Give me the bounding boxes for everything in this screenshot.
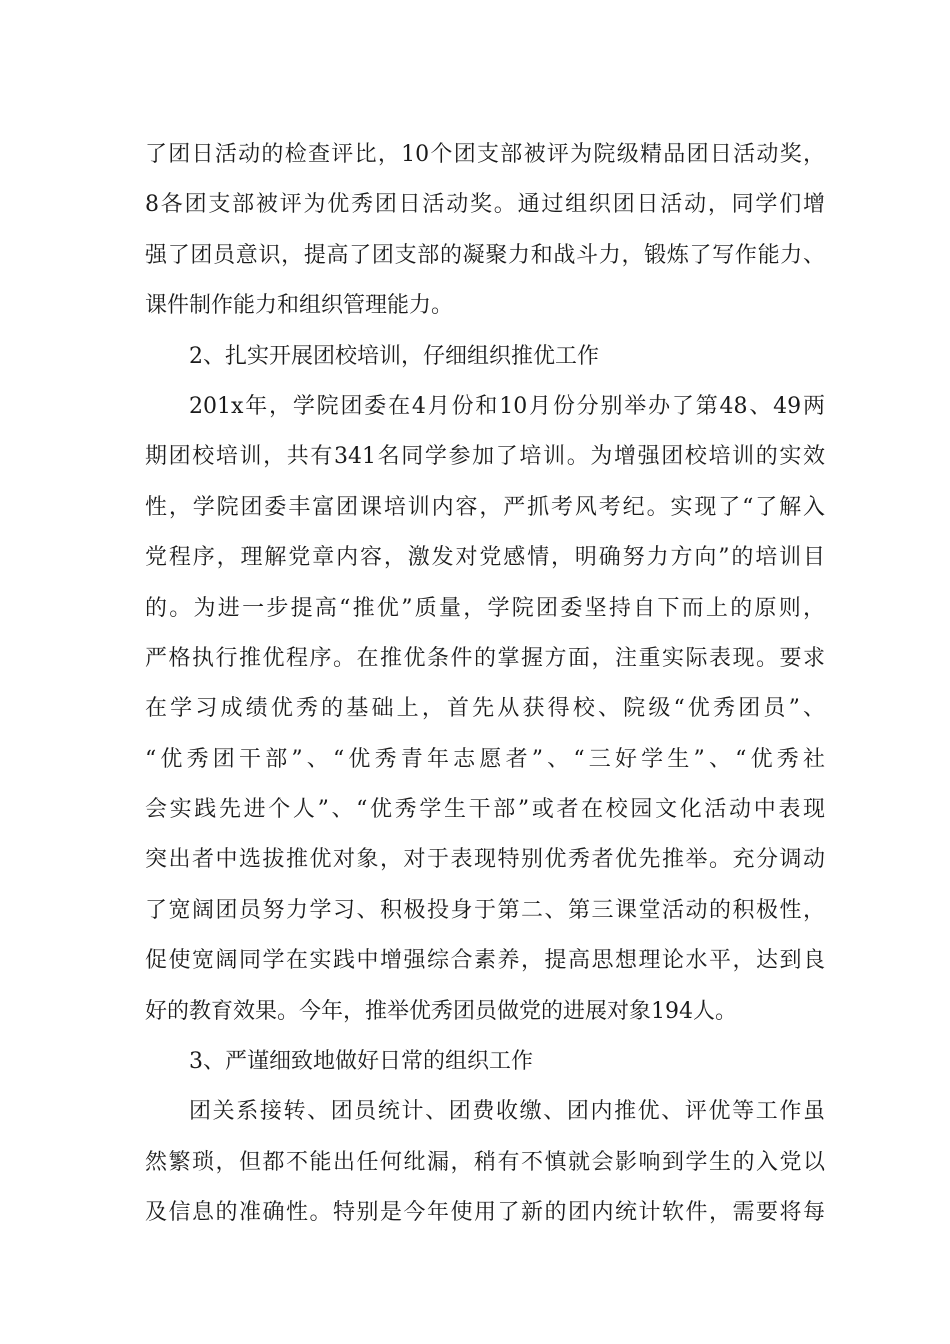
text-line: 党程序，理解党章内容，激发对党感情，明确努力方向”的培训目 — [145, 545, 825, 571]
text-line: 的。为进一步提高“推优”质量，学院团委坚持自下而上的原则， — [145, 595, 825, 621]
text-line: 8各团支部被评为优秀团日活动奖。通过组织团日活动，同学们增 — [145, 192, 825, 218]
text-line: 然繁琐，但都不能出任何纰漏，稍有不慎就会影响到学生的入党以 — [145, 1149, 825, 1175]
text-line: 2、扎实开展团校培训，仔细组织推优工作 — [189, 343, 599, 369]
text-line: 及信息的准确性。特别是今年使用了新的团内统计软件，需要将每 — [145, 1200, 825, 1226]
text-line: 团关系接转、团员统计、团费收缴、团内推优、评优等工作虽 — [189, 1099, 825, 1125]
text-line: 201x年，学院团委在4月份和10月份分别举办了第48、49两 — [189, 393, 825, 419]
text-line: 在学习成绩优秀的基础上，首先从获得校、院级“优秀团员”、 — [145, 696, 825, 722]
text-line: 强了团员意识，提高了团支部的凝聚力和战斗力，锻炼了写作能力、 — [145, 242, 825, 268]
text-line: 期团校培训，共有341名同学参加了培训。为增强团校培训的实效 — [145, 444, 825, 470]
text-line: “优秀团干部”、“优秀青年志愿者”、“三好学生”、“优秀社 — [145, 746, 825, 772]
text-line: 促使宽阔同学在实践中增强综合素养，提高思想理论水平，达到良 — [145, 948, 825, 974]
document-body — [145, 130, 825, 1239]
text-line: 了团日活动的检查评比，10个团支部被评为院级精品团日活动奖， — [145, 142, 825, 167]
text-line: 会实践先进个人”、“优秀学生干部”或者在校园文化活动中表现 — [145, 797, 825, 823]
text-line: 性，学院团委丰富团课培训内容，严抓考风考纪。实现了“了解入 — [145, 494, 825, 520]
text-line: 突出者中选拔推优对象，对于表现特别优秀者优先推举。充分调动 — [145, 847, 825, 873]
text-line: 严格执行推优程序。在推优条件的掌握方面，注重实际表现。要求 — [145, 645, 825, 671]
text-line: 好的教育效果。今年，推举优秀团员做党的进展对象194人。 — [145, 998, 737, 1024]
text-line: 3、严谨细致地做好日常的组织工作 — [189, 1049, 533, 1075]
text-line: 了宽阔团员努力学习、积极投身于第二、第三课堂活动的积极性， — [145, 897, 825, 923]
text-line: 课件制作能力和组织管理能力。 — [145, 293, 454, 319]
